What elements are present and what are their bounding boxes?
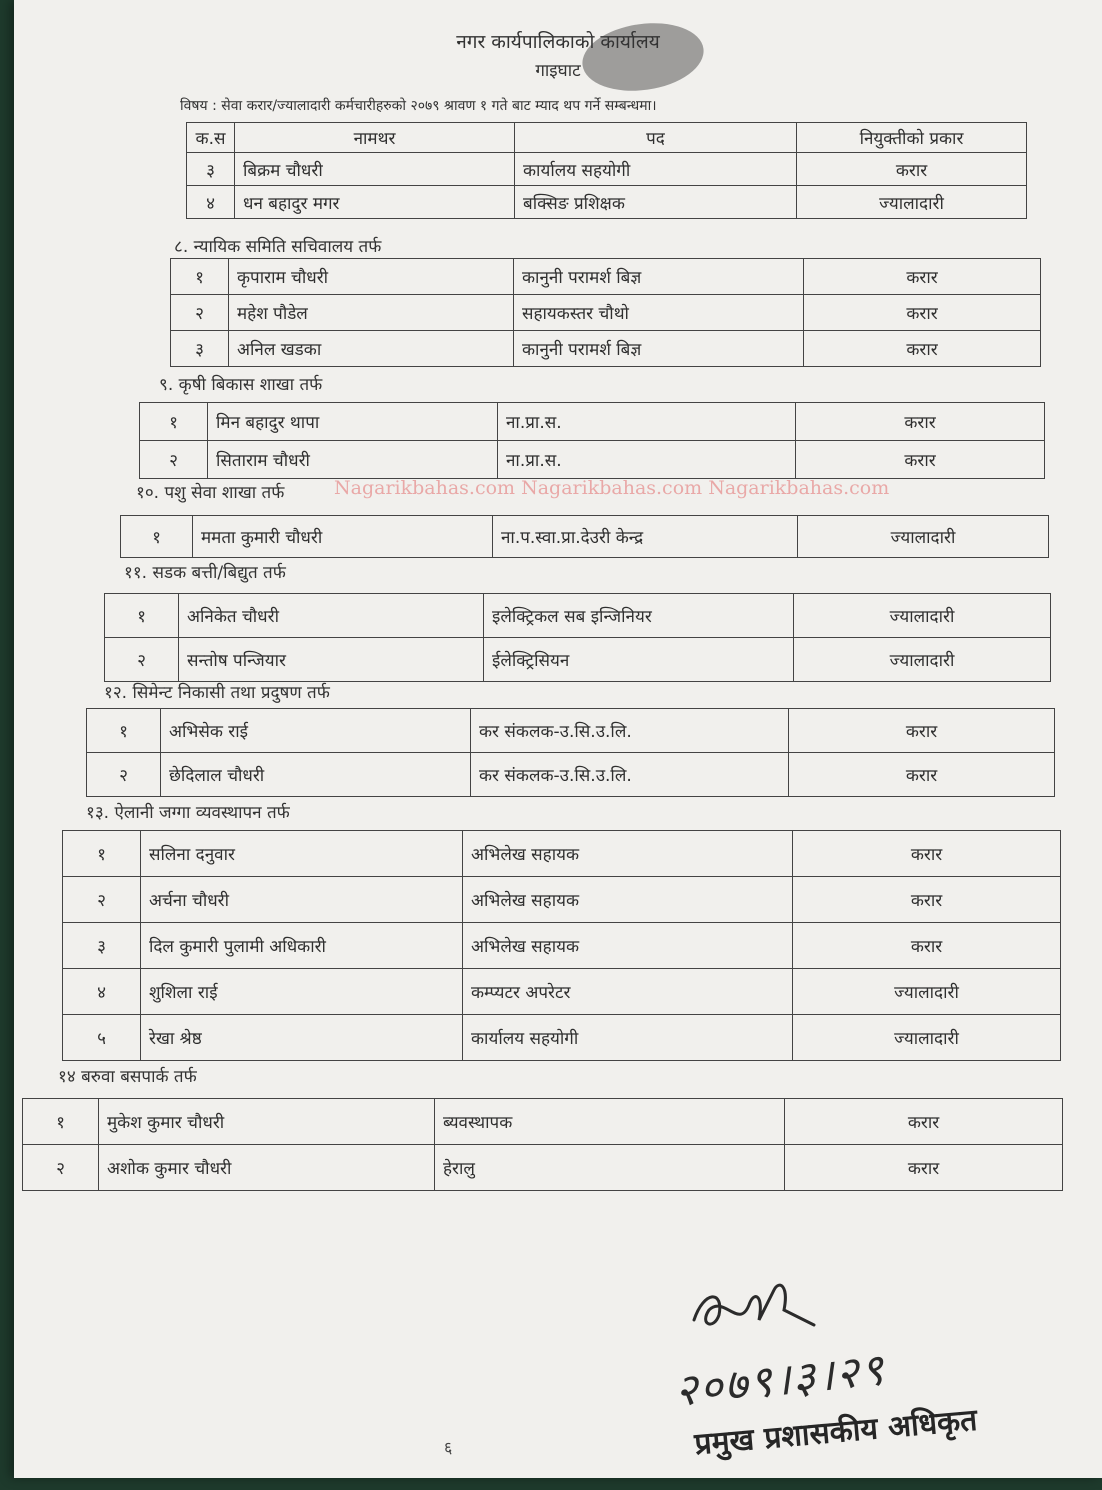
signatory-title: प्रमुख प्रशासकीय अधिकृत [693, 1402, 979, 1463]
column-header-type: नियुक्तीको प्रकार [797, 123, 1027, 153]
column-header-sn: क.स [187, 123, 235, 153]
table-header-row [187, 123, 1027, 153]
table-row [63, 923, 1061, 969]
subject-line: विषय : सेवा करार/ज्यालादारी कर्मचारीहरुको २०७९ श्रावण १ गते बाट म्याद थप गर्ने सम्बन्धमा। [180, 98, 657, 114]
cell-type: करार [793, 877, 1061, 923]
table-row [187, 153, 1027, 186]
column-header-name: नामथर [235, 123, 515, 153]
cell-post: कानुनी परामर्श बिज्ञ [514, 331, 804, 367]
cell-type: करार [804, 295, 1041, 331]
cell-type: करार [796, 441, 1045, 479]
cell-name: रेखा श्रेष्ठ [141, 1015, 463, 1061]
staff-table-continued [186, 122, 1027, 219]
cell-type: करार [793, 831, 1061, 877]
cell-sn: १ [87, 709, 161, 753]
cell-post: ब्यवस्थापक [435, 1099, 785, 1145]
page-number: ६ [444, 1438, 453, 1457]
cell-name: सलिना दनुवार [141, 831, 463, 877]
table-row [171, 295, 1041, 331]
cell-name: अभिसेक राई [161, 709, 471, 753]
cell-type: ज्यालादारी [798, 516, 1049, 558]
office-location: गाइघाट [535, 61, 581, 81]
cell-type: ज्यालादारी [793, 969, 1061, 1015]
cell-name: शुशिला राई [141, 969, 463, 1015]
cell-sn: ३ [171, 331, 229, 367]
section-title-agriculture: ९. कृषी बिकास शाखा तर्फ [159, 375, 323, 395]
cell-sn: ४ [63, 969, 141, 1015]
cell-sn: ३ [63, 923, 141, 969]
cell-sn: १ [121, 516, 193, 558]
cell-name: अर्चना चौधरी [141, 877, 463, 923]
table-row [63, 1015, 1061, 1061]
cell-type: ज्यालादारी [794, 594, 1051, 638]
cell-post: कम्प्यटर अपरेटर [463, 969, 793, 1015]
cell-sn: २ [23, 1145, 99, 1191]
office-name: नगर कार्यपालिकाको कार्यालय [456, 31, 660, 53]
cell-post: हेरालु [435, 1145, 785, 1191]
cell-type: ज्यालादारी [793, 1015, 1061, 1061]
cell-name: बिक्रम चौधरी [235, 153, 515, 186]
staff-table-bus-park [22, 1098, 1063, 1191]
cell-post: ना.प.स्वा.प्रा.देउरी केन्द्र [493, 516, 798, 558]
staff-table-judicial [170, 258, 1041, 367]
table-row [140, 441, 1045, 479]
cell-type: करार [789, 709, 1055, 753]
cell-post: कार्यालय सहयोगी [515, 153, 797, 186]
cell-sn: १ [23, 1099, 99, 1145]
section-title-cement: १२. सिमेन्ट निकासी तथा प्रदुषण तर्फ [104, 683, 330, 703]
cell-name: अनिकेत चौधरी [179, 594, 484, 638]
cell-sn: ४ [187, 186, 235, 219]
cell-post: ना.प्रा.स. [498, 403, 796, 441]
table-row [105, 638, 1051, 682]
cell-post: ईलेक्ट्रिसियन [484, 638, 794, 682]
cell-sn: २ [140, 441, 208, 479]
cell-post: अभिलेख सहायक [463, 877, 793, 923]
watermark: Nagarikbahas.com Nagarikbahas.com Nagarikbahas.com [334, 477, 890, 499]
cell-type: ज्यालादारी [797, 186, 1027, 219]
cell-sn: ५ [63, 1015, 141, 1061]
cell-name: सिताराम चौधरी [208, 441, 498, 479]
cell-name: दिल कुमारी पुलामी अधिकारी [141, 923, 463, 969]
staff-table-streetlight [104, 593, 1051, 682]
cell-name: महेश पौडेल [229, 295, 514, 331]
cell-type: करार [785, 1145, 1063, 1191]
cell-sn: २ [63, 877, 141, 923]
table-row [23, 1145, 1063, 1191]
cell-name: अशोक कुमार चौधरी [99, 1145, 435, 1191]
cell-sn: १ [105, 594, 179, 638]
cell-post: कर संकलक-उ.सि.उ.लि. [471, 709, 789, 753]
cell-type: करार [793, 923, 1061, 969]
signature-date: २०७९।३।२९ [672, 1344, 888, 1417]
cell-name: ममता कुमारी चौधरी [193, 516, 493, 558]
table-row [187, 186, 1027, 219]
section-title-unregistered-land: १३. ऐलानी जग्गा व्यवस्थापन तर्फ [86, 803, 290, 823]
cell-name: मिन बहादुर थापा [208, 403, 498, 441]
cell-name: छेदिलाल चौधरी [161, 753, 471, 797]
cell-type: करार [804, 259, 1041, 295]
table-row [87, 753, 1055, 797]
cell-post: ना.प्रा.स. [498, 441, 796, 479]
column-header-post: पद [515, 123, 797, 153]
cell-post: अभिलेख सहायक [463, 831, 793, 877]
handwritten-signature [684, 1270, 824, 1350]
staff-table-unregistered-land [62, 830, 1061, 1061]
staff-table-agriculture [139, 402, 1045, 479]
table-row [105, 594, 1051, 638]
cell-type: ज्यालादारी [794, 638, 1051, 682]
table-row [63, 969, 1061, 1015]
cell-sn: २ [87, 753, 161, 797]
table-row [121, 516, 1049, 558]
cell-name: कृपाराम चौधरी [229, 259, 514, 295]
cell-sn: ३ [187, 153, 235, 186]
cell-post: कार्यालय सहयोगी [463, 1015, 793, 1061]
staff-table-livestock [120, 515, 1049, 558]
table-row [87, 709, 1055, 753]
cell-type: करार [789, 753, 1055, 797]
cell-type: करार [797, 153, 1027, 186]
staff-table-cement [86, 708, 1055, 797]
cell-type: करार [796, 403, 1045, 441]
cell-post: सहायकस्तर चौथो [514, 295, 804, 331]
table-row [171, 331, 1041, 367]
table-row [140, 403, 1045, 441]
cell-post: इलेक्ट्रिकल सब इन्जिनियर [484, 594, 794, 638]
cell-post: कर संकलक-उ.सि.उ.लि. [471, 753, 789, 797]
cell-sn: २ [105, 638, 179, 682]
cell-post: अभिलेख सहायक [463, 923, 793, 969]
section-title-streetlight: ११. सडक बत्ती/बिद्युत तर्फ [124, 563, 286, 583]
cell-name: अनिल खडका [229, 331, 514, 367]
cell-name: मुकेश कुमार चौधरी [99, 1099, 435, 1145]
cell-name: धन बहादुर मगर [235, 186, 515, 219]
table-row [171, 259, 1041, 295]
document-page [14, 0, 1102, 1478]
cell-sn: २ [171, 295, 229, 331]
section-title-livestock: १०. पशु सेवा शाखा तर्फ [136, 483, 285, 503]
cell-type: करार [804, 331, 1041, 367]
cell-type: करार [785, 1099, 1063, 1145]
cell-sn: १ [63, 831, 141, 877]
section-title-judicial: ८. न्यायिक समिति सचिवालय तर्फ [174, 237, 382, 257]
section-title-bus-park: १४ बरुवा बसपार्क तर्फ [58, 1067, 197, 1087]
table-row [63, 877, 1061, 923]
cell-post: बक्सिङ प्रशिक्षक [515, 186, 797, 219]
table-row [63, 831, 1061, 877]
cell-sn: १ [140, 403, 208, 441]
cell-name: सन्तोष पन्जियार [179, 638, 484, 682]
signature-block [654, 1270, 1074, 1490]
table-row [23, 1099, 1063, 1145]
cell-sn: १ [171, 259, 229, 295]
cell-post: कानुनी परामर्श बिज्ञ [514, 259, 804, 295]
